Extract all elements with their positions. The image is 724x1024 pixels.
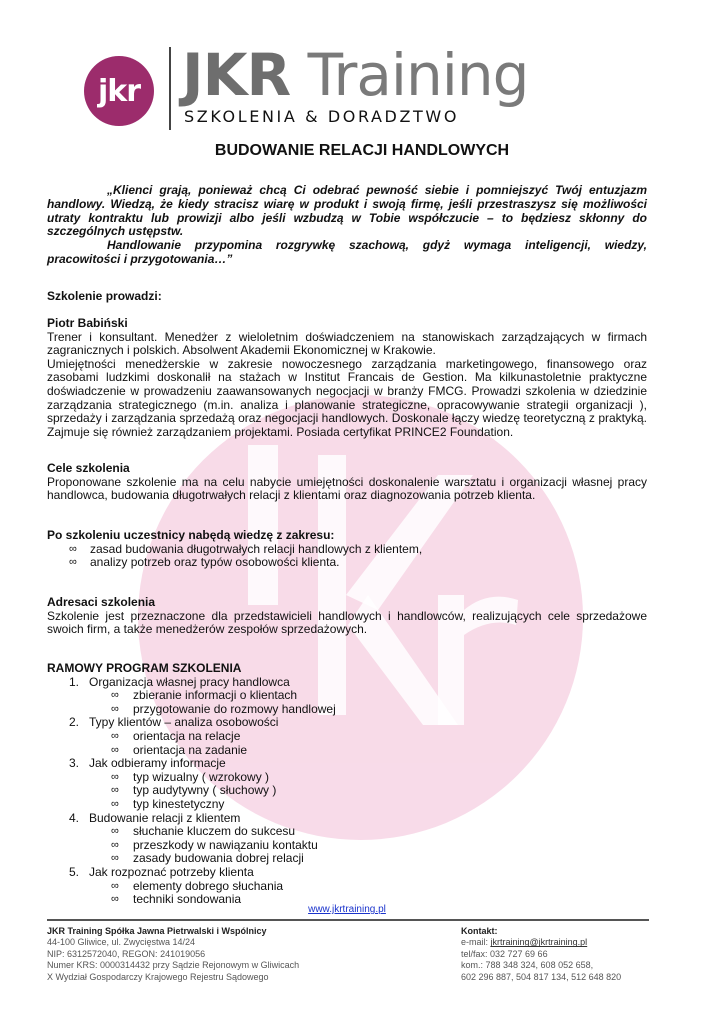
logo-divider: [169, 47, 171, 130]
program-item-number: 4.: [69, 810, 80, 825]
list-item-text: analizy potrzeb oraz typów osobowości klienta.: [90, 555, 340, 570]
infinity-bullet-icon: ∞: [111, 797, 119, 810]
program-item-number: 3.: [69, 756, 80, 771]
knowledge-list: [47, 543, 647, 570]
program-item-number: 1.: [69, 674, 80, 689]
footer-phone: tel/fax: 032 727 69 66: [461, 948, 548, 959]
footer-email-line: [461, 937, 621, 948]
audience-heading: Adresaci szkolenia: [47, 595, 156, 609]
program-heading: RAMOWY PROGRAM SZKOLENIA: [47, 661, 242, 675]
program-item-label: Jak rozpoznać potrzeby klienta: [89, 864, 254, 879]
infinity-bullet-icon: ∞: [111, 852, 119, 865]
program-list: [47, 676, 647, 907]
program-subitem: [89, 744, 647, 758]
program-subitem: [89, 825, 647, 839]
program-subitem: [89, 798, 647, 812]
footer-krs: Numer KRS: 0000314432 przy Sądzie Rejonowym w Gliwicach: [47, 960, 300, 971]
footer-company-name: JKR Training Spółka Jawna Pietrwalski i Wspólnicy: [47, 926, 267, 936]
program-subitem-text: przygotowanie do rozmowy handlowej: [133, 701, 336, 716]
program-item: [47, 716, 647, 757]
program-subitem: [89, 771, 647, 785]
program-subitem-text: elementy dobrego słuchania: [133, 878, 284, 893]
footer-court: X Wydział Gospodarczy Krajowego Rejestru Sądowego: [47, 971, 269, 982]
footer-mobile-1: kom.: 788 348 324, 608 052 658,: [461, 960, 594, 971]
program-subitem: [89, 784, 647, 798]
infinity-bullet-icon: ∞: [111, 879, 119, 892]
program-item: [47, 812, 647, 866]
program-subitem-text: słuchanie kluczem do sukcesu: [133, 824, 296, 839]
footer-email-link[interactable]: jkrtraining@jkrtraining.pl: [490, 937, 588, 948]
infinity-bullet-icon: ∞: [111, 770, 119, 783]
brand-light: Training: [307, 41, 529, 109]
program-subitem: [89, 703, 647, 717]
page-title: BUDOWANIE RELACJI HANDLOWYCH: [214, 142, 510, 159]
program-subitem-text: przeszkody w nawiązaniu kontaktu: [133, 837, 318, 852]
footer-company: [47, 926, 299, 983]
infinity-bullet-icon: ∞: [111, 784, 119, 797]
jkr-logo-icon: [84, 56, 154, 126]
program-subitem-text: typ kinestetyczny: [133, 796, 225, 811]
quote-paragraph-2: Handlowanie przypomina rozgrywkę szachową, gdyż wymaga inteligencji, wiedzy, pracowitości i przygotowania…”: [47, 238, 647, 266]
program-subitem: [89, 839, 647, 853]
knowledge-section: [47, 529, 647, 570]
goals-section: [47, 462, 647, 503]
list-item: [47, 543, 647, 557]
footer-email-label: e-mail:: [461, 937, 491, 948]
program-subitem: [89, 730, 647, 744]
program-subitem-text: typ wizualny ( wzrokowy ): [133, 769, 270, 784]
footer-address: 44-100 Gliwice, ul. Zwycięstwa 14/24: [47, 937, 196, 948]
program-subitem: [89, 880, 647, 894]
footer-divider: [47, 919, 649, 921]
infinity-bullet-icon: ∞: [111, 838, 119, 851]
logo-mark-text: jkr: [97, 73, 141, 109]
knowledge-heading: Po szkoleniu uczestnicy nabędą wiedzę z zakresu:: [47, 528, 335, 542]
program-item-number: 5.: [69, 864, 80, 879]
program-subitem-text: zbieranie informacji o klientach: [133, 688, 298, 703]
infinity-bullet-icon: ∞: [69, 556, 77, 569]
footer-nip: NIP: 6312572040, REGON: 241019056: [47, 948, 206, 959]
infinity-bullet-icon: ∞: [69, 542, 77, 555]
goals-text: Proponowane szkolenie ma na celu nabycie umiejętności doskonalenie warsztatu i organizacji własnej pracy handlowca, budowania długotrwałych relacji z klientami oraz diagnozowania potrzeb klienta.: [47, 474, 647, 503]
program-item-label: Budowanie relacji z klientem: [89, 810, 241, 825]
trainer-bio-2: Umiejętności menedżerskie w zakresie nowoczesnego zarządzania marketingowego, finansowego oraz zasobami ludzkimi doskonalił na stażach w Institut Francais de Gestion. Ma kilkunastoletnie praktyczne doświadczenie w prowadzeniu zaawansowanych negocjacji w branży FMCG. Prowadzi szkolenia w dziedzinie zarządzania strategicznego (m.in. analiza i planowanie strategiczne, opracowywanie strategii organizacji ), sprzedaży i zarządzania sprzedażą oraz negocjacji handlowych. Doskonale łączy wiedzę teoretyczną z praktyką. Zajmuje się również zarządzaniem projektami. Posiada certyfikat PRINCE2 Foundation.: [47, 356, 647, 439]
infinity-bullet-icon: ∞: [111, 729, 119, 742]
quote-paragraph-1: „Klienci grają, ponieważ chcą Ci odebrać pewność siebie i pomniejszyć Twój entuzjazm handlowy. Wiedzą, że kiedy stracisz wiarę w produkt i swoją firmę, jeśli przestraszysz się możliwości utraty kontraktu lub prowizji albo jeśli wzbudzą w Tobie współczucie – to będziesz skłonny do szczególnych ustępstw.: [47, 183, 647, 239]
program-item: [47, 757, 647, 811]
program-subitem-text: zasady budowania dobrej relacji: [133, 851, 304, 866]
footer-contact: [461, 926, 621, 983]
program-subitem: [89, 852, 647, 866]
website-link[interactable]: www.jkrtraining.pl: [308, 904, 386, 915]
infinity-bullet-icon: ∞: [111, 893, 119, 906]
infinity-bullet-icon: ∞: [111, 689, 119, 702]
trainer-bio-1: Trener i konsultant. Menedżer z wieloletnim doświadczeniem na stanowiskach zarządzających w firmach zagranicznych i polskich. Absolwent Akademii Ekonomicznej w Krakowie.: [47, 329, 647, 358]
brand-subtitle: SZKOLENIA & DORADZTWO: [184, 107, 460, 126]
program-item-label: Organizacja własnej pracy handlowca: [89, 674, 290, 689]
program-subitem: [89, 689, 647, 703]
list-item-text: zasad budowania długotrwałych relacji handlowych z klientem,: [90, 541, 423, 556]
trainer-name: Piotr Babiński: [47, 316, 128, 330]
audience-text: Szkolenie jest przeznaczone dla przedstawicieli handlowych i handlowców, realizujących cele sprzedażowe swoich firm, a także menedżerów zespołów sprzedażowych.: [47, 608, 647, 637]
brand-name: [182, 40, 528, 110]
program-item: [47, 676, 647, 717]
audience-section: [47, 596, 647, 637]
program-item-label: Jak odbieramy informacje: [89, 756, 226, 771]
infinity-bullet-icon: ∞: [111, 702, 119, 715]
program-subitem-text: techniki sondowania: [133, 892, 242, 907]
trainer-heading: Szkolenie prowadzi:: [47, 289, 162, 303]
trainer-section: [47, 317, 647, 439]
infinity-bullet-icon: ∞: [111, 743, 119, 756]
brand-bold: JKR: [182, 41, 291, 109]
infinity-bullet-icon: ∞: [111, 825, 119, 838]
footer-mobile-2: 602 296 887, 504 817 134, 512 648 820: [461, 971, 622, 982]
program-subitem-text: orientacja na relacje: [133, 728, 241, 743]
program-item-label: Typy klientów – analiza osobowości: [89, 715, 279, 730]
footer-contact-heading: Kontakt:: [461, 926, 498, 936]
trainer-heading-block: [47, 290, 647, 304]
intro-quote: [47, 184, 647, 267]
goals-heading: Cele szkolenia: [47, 461, 130, 475]
program-subitem-text: typ audytywny ( słuchowy ): [133, 783, 277, 798]
program-item-number: 2.: [69, 715, 80, 730]
list-item: [47, 556, 647, 570]
program-section: [47, 662, 647, 907]
program-item: [47, 866, 647, 907]
program-subitem-text: orientacja na zadanie: [133, 742, 248, 757]
